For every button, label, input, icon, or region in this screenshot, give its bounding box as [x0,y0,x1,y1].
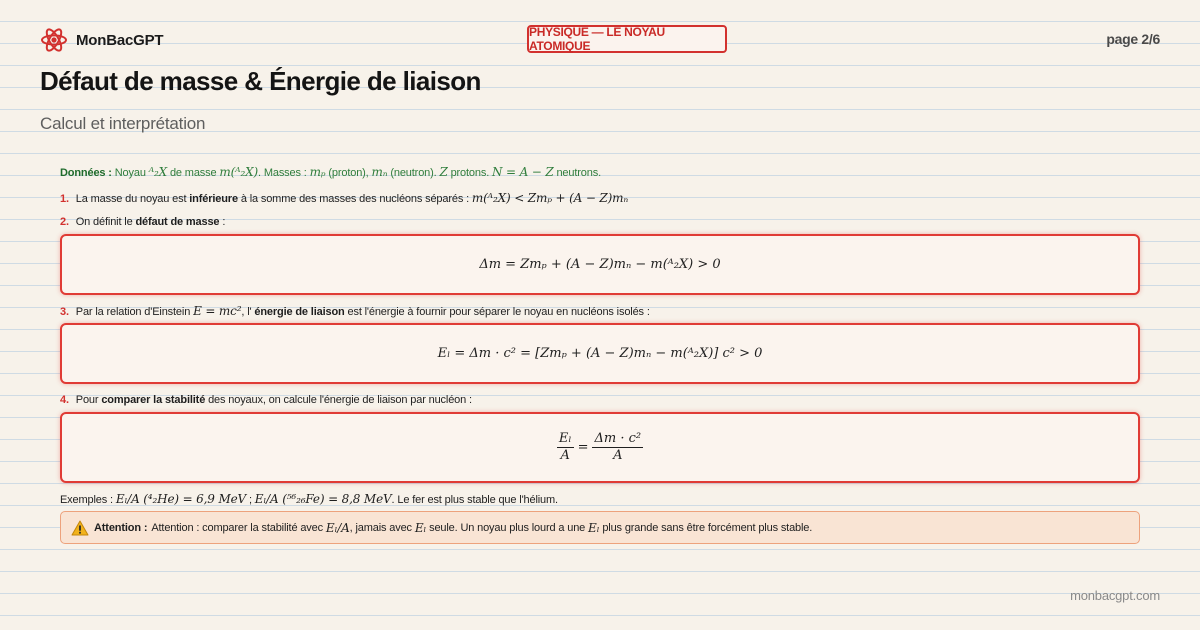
step-3 [60,301,1140,321]
fraction-numerator: Δm · c² [594,431,642,446]
step-number: 2. [60,216,69,228]
mass-defect-formula-box [60,234,1140,295]
warning-math: Eₗ [588,520,600,535]
topic-badge: PHYSIQUE — LE NOYAU ATOMIQUE [527,25,727,53]
step-text: des noyaux, on calcule l'énergie de liaison par nucléon : [208,394,472,406]
warning-text: seule. Un noyau plus lourd a une [429,521,586,534]
energy-per-nucleon-formula-box [60,412,1140,483]
step-2 [60,212,1140,232]
page-title: Défaut de masse & Énergie de liaison [40,66,481,96]
fraction-denominator: A [613,448,623,463]
mass-defect-formula: Δm = Zmₚ + (A − Z)mₙ − m(ᴬ₂X) > 0 [479,257,721,272]
givens-text: de masse [169,167,217,179]
step-text: , l' [241,306,252,318]
step-number: 1. [60,193,69,205]
step-bold: inférieure [189,193,238,205]
examples-separator: ; [248,494,252,506]
givens-text: protons. [450,167,490,179]
page-number: page 2/6 [1106,31,1160,47]
step-text: est l'énergie à fournir pour séparer le noyau en nucléons isolés : [347,306,650,318]
warning-math: Eₗ/A [325,520,350,535]
page-subtitle: Calcul et interprétation [40,114,206,133]
givens-text: (neutron). [390,167,437,179]
step-number: 3. [60,306,69,318]
step-text: Par la relation d'Einstein [75,306,191,318]
step-text: : [222,216,226,228]
energy-per-nucleon-formula [553,431,647,464]
givens-text: (proton), [328,167,369,179]
warning-text: , jamais avec [349,521,412,534]
step-bold: comparer la stabilité [101,394,206,406]
brand-logo [40,27,163,53]
givens-mn: mₙ [371,165,388,179]
warning-callout [60,511,1140,544]
binding-energy-formula-box [60,323,1140,384]
footer-website: monbacgpt.com [1070,588,1160,603]
warning-label: Attention : [94,521,148,534]
step-math: E = mc² [193,304,242,318]
equals-sign: = [577,440,589,455]
lesson-content [60,162,1140,544]
givens-n: N = A − Z [492,165,554,179]
step-text: Pour [75,394,99,406]
atom-icon [40,27,68,53]
givens-label: Données : [60,167,112,179]
step-1 [60,188,1140,208]
example-helium: Eₗ/A (⁴₂He) = 6,9 MeV [115,492,247,506]
warning-text: Attention : comparer la stabilité avec [151,521,323,534]
warning-icon [71,520,89,536]
step-bold: défaut de masse [135,216,220,228]
step-bold: énergie de liaison [254,306,345,318]
step-number: 4. [60,394,69,406]
givens-text: . Masses : [258,167,307,179]
brand-name: MonBacGPT [76,31,164,49]
example-iron: Eₗ/A (⁵⁶₂₆Fe) = 8,8 MeV [254,492,392,506]
step-text: La masse du noyau est [75,193,187,205]
givens-line [60,162,1140,182]
fraction-rhs [592,431,643,464]
examples-label: Exemples : [60,494,113,506]
givens-mp: mₚ [309,165,326,179]
warning-math: Eₗ [414,520,427,535]
warning-text: plus grande sans être forcément plus stable. [602,521,813,534]
givens-text: Noyau [114,167,146,179]
givens-z: Z [439,165,448,179]
step-text: On définit le [75,216,133,228]
step-4 [60,390,1140,410]
binding-energy-formula: Eₗ = Δm · c² = [Zmₚ + (A − Z)mₙ − m(ᴬ₂X)] c² > 0 [437,346,763,361]
givens-mass: m(ᴬ₂X) [219,165,259,179]
givens-text: neutrons. [556,167,601,179]
examples-text: . Le fer est plus stable que l'hélium. [391,494,558,506]
step-text: à la somme des masses des nucléons séparés : [240,193,470,205]
step-math: m(ᴬ₂X) < Zmₚ + (A − Z)mₙ [471,191,629,205]
givens-nucleus: ᴬ₂X [148,165,168,179]
fraction-numerator: Eₗ [558,431,572,446]
examples-line [60,489,1140,509]
fraction-lhs [557,431,574,464]
fraction-denominator: A [560,448,570,463]
